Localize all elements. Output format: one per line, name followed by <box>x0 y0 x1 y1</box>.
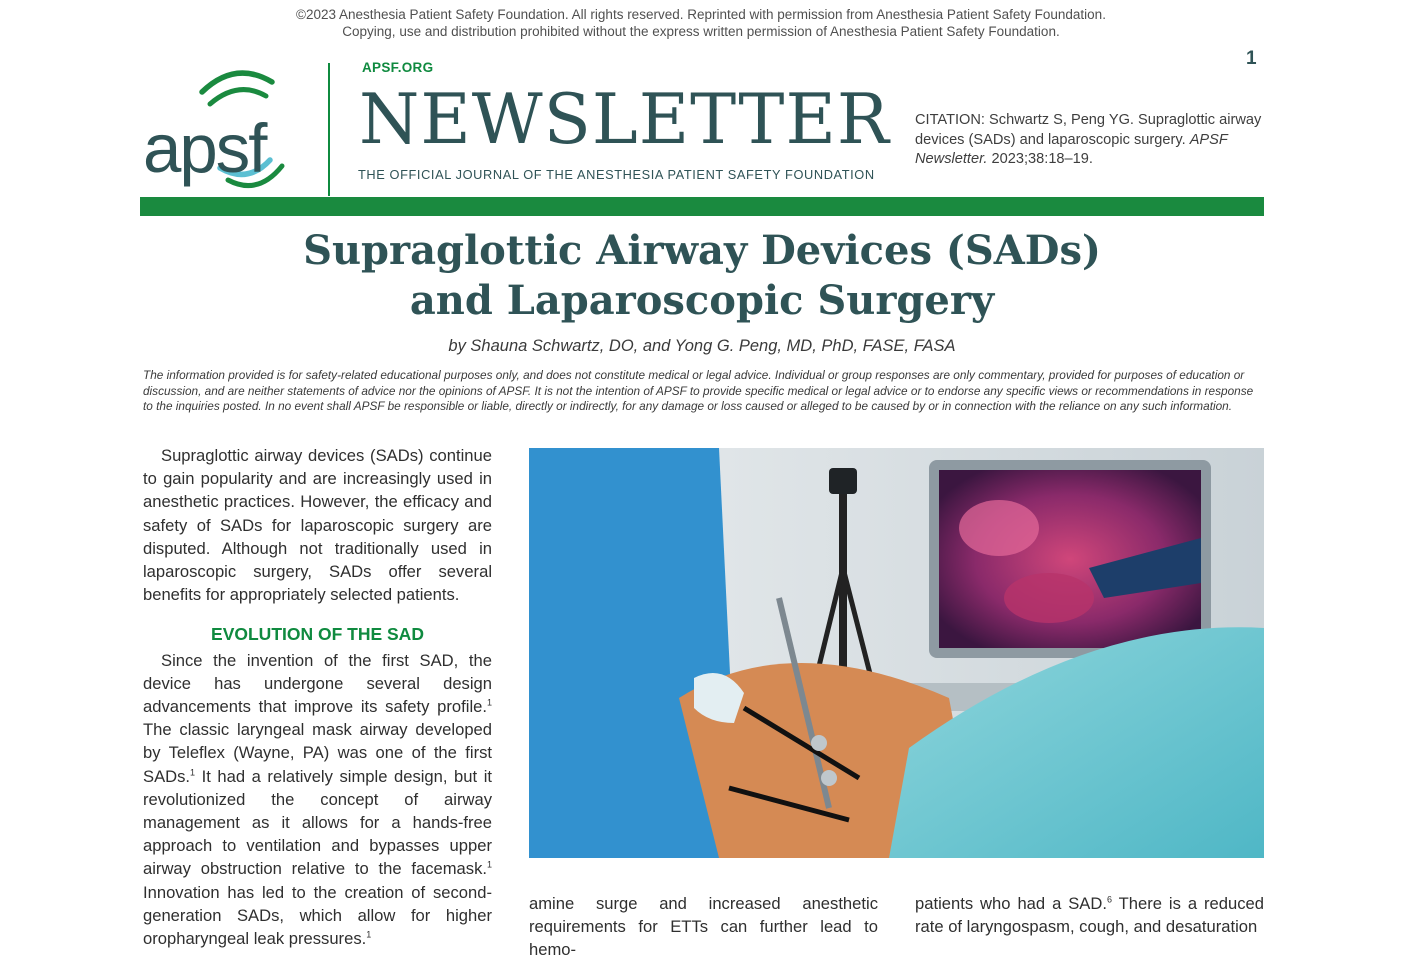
evolution-sentence-2: The classic laryngeal mask airway developed by Teleflex (Wayne, PA) was one of the first SADs. <box>143 720 492 786</box>
evolution-paragraph <box>143 649 492 951</box>
reference-marker: 1 <box>486 859 492 870</box>
citation-journal: APSF Newsletter. <box>915 131 1228 167</box>
header-green-bar <box>140 197 1264 216</box>
evolution-sentence-4: Innovation has led to the creation of second-generation SADs, which allow for higher oropharyngeal leak pressures. <box>143 882 492 949</box>
middle-column <box>529 892 878 960</box>
header-divider <box>328 63 330 196</box>
evolution-sentence-3: It had a relatively simple design, but it revolutionized the concept of airway management as it allows for a hands-free approach to ventilation and bypasses upper airway obstruction relative to the facemask. <box>143 766 492 879</box>
right-column <box>915 892 1264 940</box>
citation-volume: 2023;38:18–19. <box>987 151 1093 167</box>
right-column-sentence-a: patients who had a SAD. <box>915 894 1107 913</box>
title-line-2: and Laparoscopic Surgery <box>409 277 995 324</box>
apsf-logo <box>140 62 315 192</box>
copyright-notice <box>0 7 1402 40</box>
journal-tagline: THE OFFICIAL JOURNAL OF THE ANESTHESIA PATIENT SAFETY FOUNDATION <box>358 167 875 182</box>
copyright-line-2: Copying, use and distribution prohibited without the express written permission of Anesthesia Patient Safety Foundation. <box>342 23 1060 39</box>
laparoscopic-surgery-photo <box>529 448 1264 858</box>
evolution-sentence-1: Since the invention of the first SAD, the device has undergone several design advancements that improve its safety profile. <box>143 650 492 717</box>
citation <box>915 111 1271 170</box>
reference-marker: 1 <box>366 929 372 940</box>
section-heading: EVOLUTION OF THE SAD <box>211 624 424 645</box>
site-url-link[interactable]: APSF.ORG <box>362 60 434 75</box>
left-column <box>143 444 492 949</box>
citation-text: CITATION: Schwartz S, Peng YG. Supraglottic airway devices (SADs) and laparoscopic surgery. <box>915 112 1262 148</box>
right-column-sentence-b: There is a reduced rate of laryngospasm, cough, and desaturation <box>915 894 1264 937</box>
article-byline: by Shauna Schwartz, DO, and Yong G. Peng, MD, PhD, FASE, FASA <box>448 337 956 355</box>
middle-column-text: amine surge and increased anesthetic requirements for ETTs can further lead to hemo- <box>529 894 878 960</box>
reference-marker: 6 <box>1106 894 1112 905</box>
disclaimer-text: The information provided is for safety-related educational purposes only, and does not constitute medical or legal advice. Individual or group responses are only commentary, provided for purposes of education or discussion, and are neither statements of advice nor the opinions of APSF. It is not the intention of APSF to provide specific medical or legal advice or to endorse any specific views or recommendations in response to the inquiries posted. In no event shall APSF be responsible or liable, directly or indirectly, for any damage or loss caused or alleged to be caused by or in connection with the reliance on any such information. <box>143 368 1254 413</box>
article-title <box>140 226 1264 326</box>
logo-wordmark: apsf <box>143 110 266 187</box>
intro-paragraph: Supraglottic airway devices (SADs) continue to gain popularity and are increasingly used in anesthetic practices. However, the efficacy and safety of SADs for laparoscopic surgery are disputed. Although not traditionally used in laparoscopic surgery, SADs offer several benefits for appropriately selected patients. <box>143 446 492 605</box>
reference-marker: 1 <box>190 767 196 778</box>
reference-marker: 1 <box>486 697 492 708</box>
page-number: 1 <box>1246 48 1257 69</box>
copyright-line-1: ©2023 Anesthesia Patient Safety Foundation. All rights reserved. Reprinted with permission from Anesthesia Patient Safety Foundation. <box>296 7 1106 22</box>
right-column-text <box>915 892 1264 938</box>
newsletter-masthead: NEWSLETTER <box>359 80 890 160</box>
surgery-scene-image <box>529 448 1264 858</box>
title-line-1: Supraglottic Airway Devices (SADs) <box>303 227 1101 274</box>
